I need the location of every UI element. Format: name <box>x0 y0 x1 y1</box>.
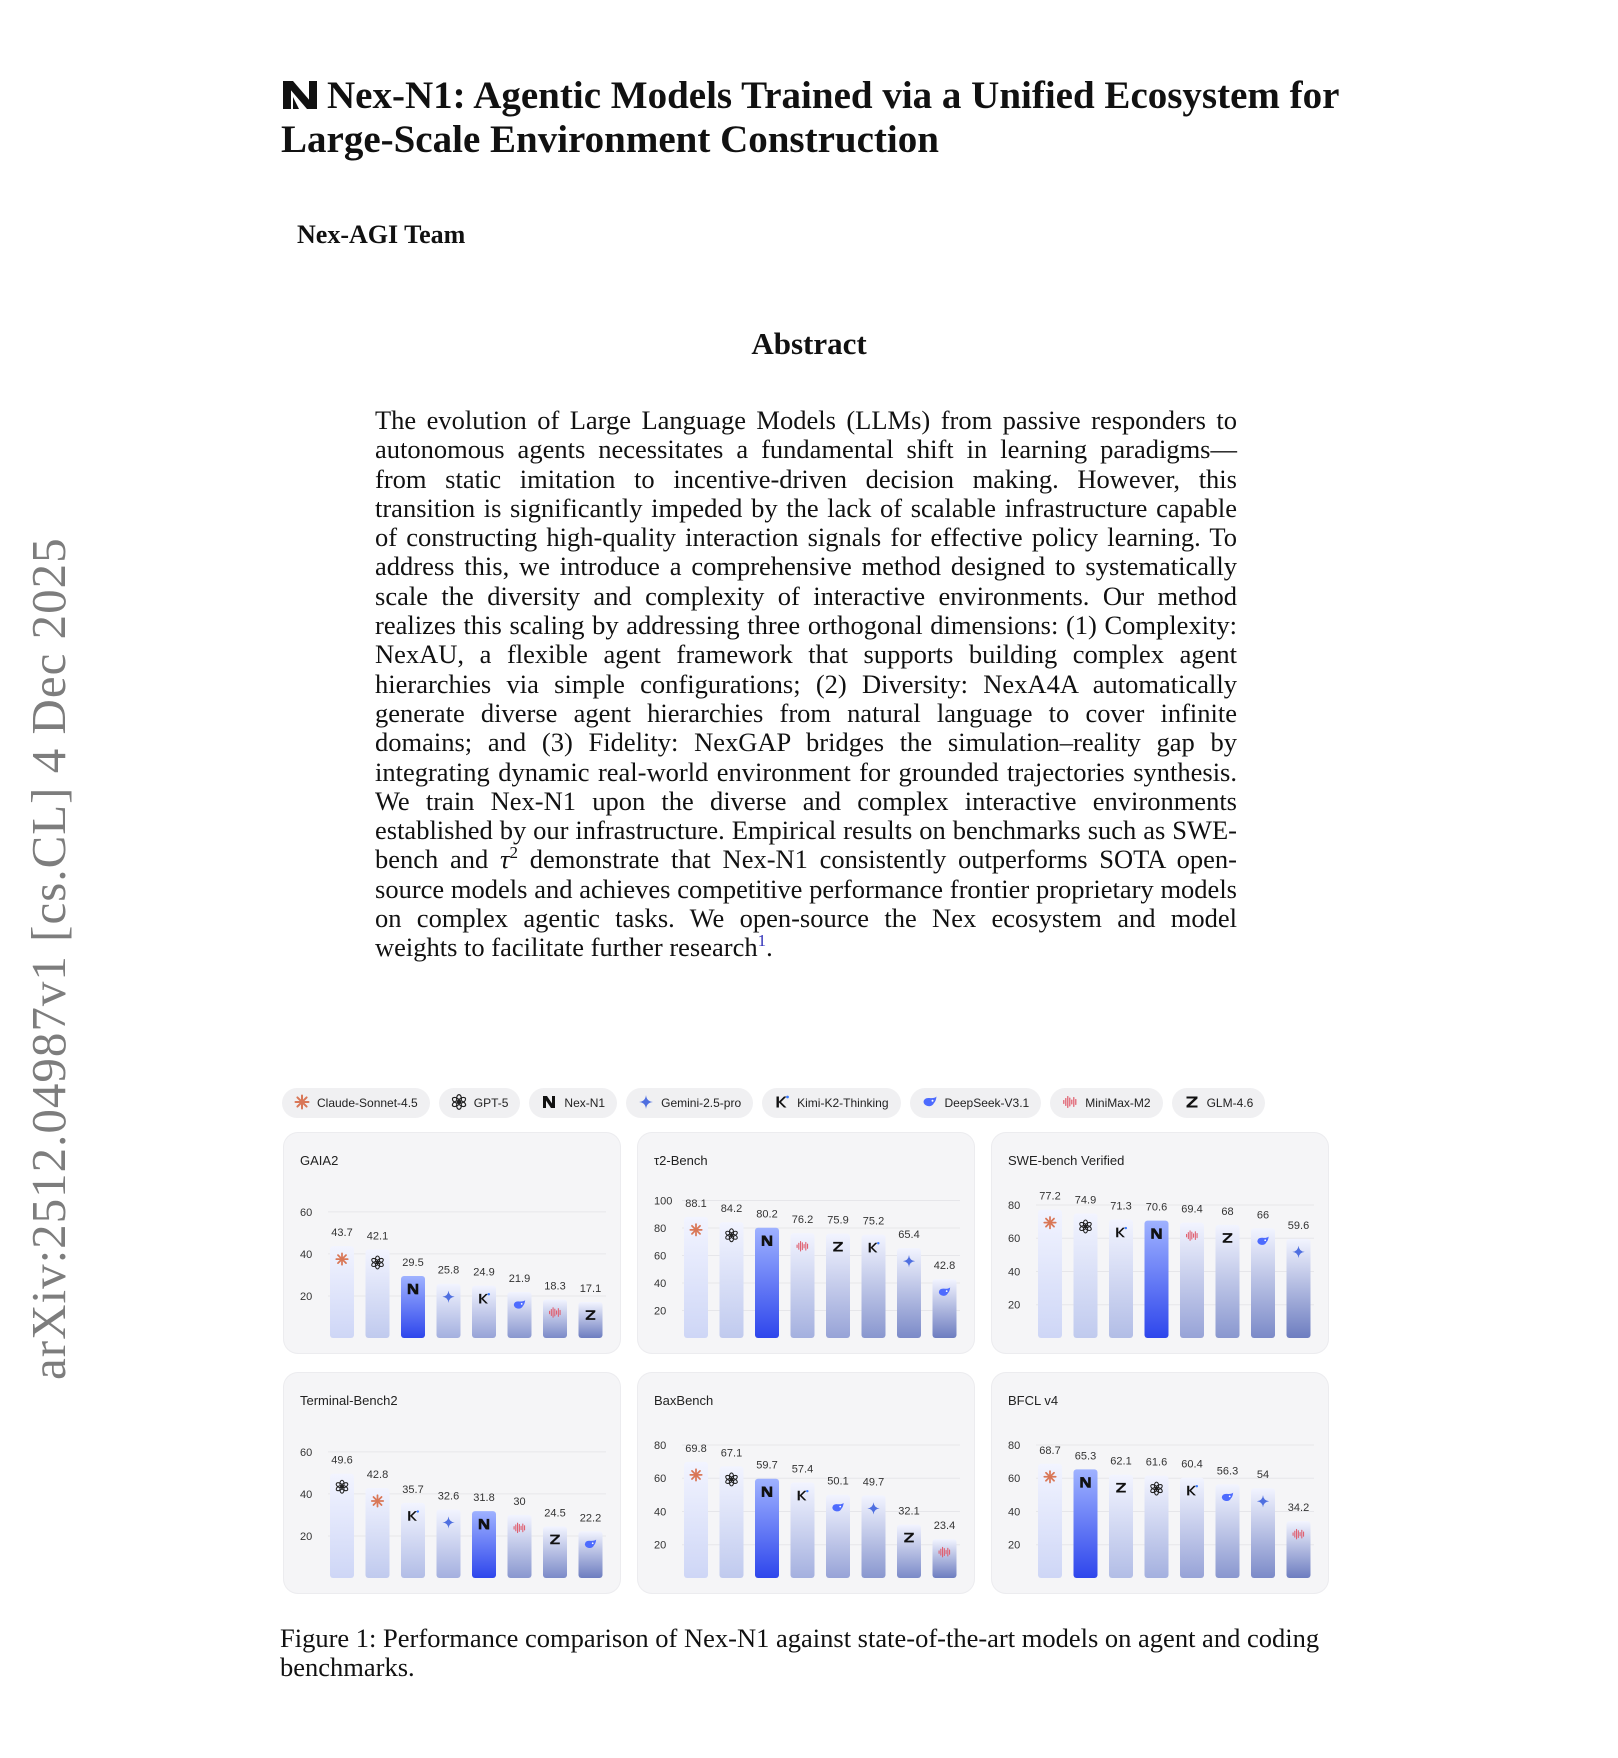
chart-title: GAIA2 <box>300 1153 339 1168</box>
value-label: 32.1 <box>898 1505 920 1518</box>
bar <box>472 1511 496 1578</box>
y-tick-label: 80 <box>1008 1439 1021 1452</box>
bar <box>1074 1213 1098 1338</box>
legend-label: MiniMax-M2 <box>1085 1096 1151 1110</box>
chart-gaia2 <box>284 1133 620 1353</box>
chart-svg <box>638 1133 974 1353</box>
value-label: 23.4 <box>933 1520 956 1533</box>
y-tick-label: 60 <box>1008 1473 1021 1486</box>
y-tick-label: 40 <box>300 1248 313 1261</box>
tau-symbol: τ <box>500 844 510 875</box>
title-text: Nex-N1: Agentic Models Trained via a Unified Ecosystem for Large-Scale Environment Construction <box>281 74 1339 161</box>
value-label: 43.7 <box>331 1227 353 1240</box>
abstract-text: The evolution of Large Language Models (LLMs) from passive responders to autonomous agents necessitates a fundamental shift in learning paradigms—from static imitation to incentive-driven decision making. However, this transition is significantly impeded by the lack of scalable infrastructure capable of constructing high-quality interaction signals for effective policy learning. To address this, we introduce a comprehensive method designed to systematically scale the diversity and complexity of interactive environments. Our method realizes this scaling by addressing three orthogonal dimensions: (1) Complexity: NexAU, a flexible agent framework that supports building complex agent hierarchies via simple configurations; (2) Diversity: NexA4A automatically generate diverse agent hierarchies from natural language to cover infinite domains; and (3) Fidelity: NexGAP bridges the simulation–reality gap by integrating dynamic real-world environment for grounded trajectories synthesis. We train Nex-N1 upon the diverse and complex interactive environments established by our infrastructure. Empirical results on benchmarks such as SWE-bench and <box>375 405 1237 875</box>
bar <box>579 1302 603 1338</box>
value-label: 54 <box>1256 1469 1270 1482</box>
value-label: 24.9 <box>473 1266 495 1279</box>
chart-svg <box>638 1373 974 1593</box>
bar <box>933 1279 957 1338</box>
figure-caption: Figure 1: Performance comparison of Nex-N1 against state-of-the-art models on agent and coding benchmarks. <box>280 1623 1320 1682</box>
value-label: 24.5 <box>544 1507 566 1520</box>
y-tick-label: 60 <box>654 1473 667 1486</box>
value-label: 29.5 <box>402 1256 424 1269</box>
y-tick-label: 20 <box>654 1539 667 1552</box>
value-label: 70.6 <box>1145 1201 1168 1214</box>
legend-item <box>1172 1088 1266 1118</box>
value-label: 49.7 <box>862 1476 885 1489</box>
legend-label: GLM-4.6 <box>1206 1096 1254 1110</box>
value-label: 50.1 <box>827 1475 849 1488</box>
value-label: 31.8 <box>473 1492 495 1505</box>
legend-item <box>529 1088 617 1118</box>
bar <box>472 1286 496 1338</box>
value-label: 22.2 <box>579 1512 602 1525</box>
bar <box>1074 1469 1098 1578</box>
value-label: 42.1 <box>366 1230 389 1243</box>
value-label: 84.2 <box>720 1203 743 1216</box>
y-tick-label: 100 <box>654 1195 673 1208</box>
legend-item <box>910 1088 1042 1118</box>
legend-item <box>762 1088 900 1118</box>
y-tick-label: 40 <box>1008 1506 1021 1519</box>
legend-item <box>282 1088 430 1118</box>
claude-icon <box>1044 1217 1055 1228</box>
value-label: 71.3 <box>1110 1200 1132 1213</box>
y-tick-label: 40 <box>1008 1266 1021 1279</box>
value-label: 49.6 <box>331 1454 353 1467</box>
y-tick-label: 40 <box>654 1278 667 1290</box>
chart-terminal-bench2 <box>284 1373 620 1593</box>
paper-title <box>281 74 1381 162</box>
abstract-end: . <box>766 932 773 963</box>
legend-item <box>1050 1088 1162 1118</box>
value-label: 59.6 <box>1287 1219 1310 1232</box>
value-label: 69.8 <box>685 1442 707 1455</box>
value-label: 68.7 <box>1039 1444 1061 1457</box>
bar <box>897 1525 921 1578</box>
value-label: 60.4 <box>1181 1458 1203 1471</box>
bar <box>1109 1219 1133 1338</box>
abstract-text-after: demonstrate that Nex-N1 consistently outperforms SOTA open-source models and achieves competitive performance frontier proprietary models on complex agentic tasks. We open-source the Nex ecosystem and model weights to facilitate further research <box>375 844 1237 963</box>
bar <box>543 1300 567 1338</box>
gpt-icon <box>451 1094 467 1113</box>
bar <box>755 1228 779 1338</box>
gemini-icon <box>638 1094 654 1113</box>
y-tick-label: 60 <box>1008 1233 1021 1246</box>
chart-svg <box>284 1373 620 1593</box>
abstract-body <box>375 406 1237 963</box>
claude-icon <box>372 1495 383 1506</box>
abstract-heading: Abstract <box>751 326 867 361</box>
bar <box>826 1234 850 1338</box>
bar <box>720 1466 744 1578</box>
y-tick-label: 40 <box>654 1506 667 1519</box>
value-label: 65.3 <box>1074 1450 1097 1463</box>
value-label: 88.1 <box>685 1197 707 1210</box>
bar <box>720 1222 744 1338</box>
chart-svg <box>284 1133 620 1353</box>
legend-item <box>439 1088 521 1118</box>
bar <box>579 1531 603 1578</box>
value-label: 57.4 <box>791 1463 814 1476</box>
claude-icon <box>336 1253 347 1264</box>
y-tick-label: 80 <box>1008 1199 1021 1212</box>
y-tick-label: 20 <box>654 1305 667 1318</box>
bar <box>1287 1521 1311 1578</box>
value-label: 80.2 <box>756 1208 778 1221</box>
bar <box>543 1526 567 1578</box>
value-label: 34.2 <box>1287 1502 1310 1515</box>
legend-label: DeepSeek-V3.1 <box>944 1096 1030 1110</box>
y-tick-label: 20 <box>300 1290 313 1303</box>
chart-title: SWE-bench Verified <box>1008 1153 1125 1168</box>
value-label: 75.2 <box>862 1215 885 1228</box>
y-tick-label: 80 <box>654 1223 667 1235</box>
chart-title: BaxBench <box>654 1393 714 1408</box>
figure-legend <box>282 1088 1265 1118</box>
minimax-icon <box>1062 1094 1078 1113</box>
y-tick-label: 60 <box>654 1250 667 1263</box>
value-label: 32.6 <box>437 1490 460 1503</box>
arxiv-stamp: arXiv:2512.04987v1 [cs.CL] 4 Dec 2025 <box>21 537 76 1380</box>
value-label: 17.1 <box>579 1283 602 1296</box>
legend-label: Claude-Sonnet-4.5 <box>317 1096 418 1110</box>
legend-item <box>626 1088 753 1118</box>
claude-icon <box>690 1224 701 1235</box>
chart-bfcl-v4 <box>992 1373 1328 1593</box>
tau-exponent: 2 <box>509 843 519 863</box>
chart-title: τ2-Bench <box>654 1153 708 1168</box>
chart-title: BFCL v4 <box>1008 1393 1059 1408</box>
deepseek-icon <box>922 1094 938 1113</box>
author: Nex-AGI Team <box>297 220 466 249</box>
y-tick-label: 20 <box>1008 1539 1021 1552</box>
value-label: 25.8 <box>437 1264 460 1277</box>
value-label: 42.8 <box>366 1468 389 1481</box>
value-label: 65.4 <box>898 1229 920 1242</box>
claude-icon <box>294 1094 310 1113</box>
value-label: 59.7 <box>756 1459 778 1472</box>
y-tick-label: 40 <box>300 1488 313 1501</box>
chart-baxbench <box>638 1373 974 1593</box>
chart-title: Terminal-Bench2 <box>300 1393 398 1408</box>
bar <box>1180 1223 1204 1338</box>
claude-icon <box>1044 1471 1055 1482</box>
value-label: 30 <box>513 1495 526 1508</box>
value-label: 67.1 <box>720 1447 743 1460</box>
y-tick-label: 20 <box>300 1530 313 1543</box>
glm-icon <box>1184 1094 1200 1113</box>
chart-svg <box>992 1373 1328 1593</box>
value-label: 68 <box>1221 1205 1234 1218</box>
chart-tau2-bench <box>638 1133 974 1353</box>
kimi-icon <box>774 1094 790 1113</box>
value-label: 69.4 <box>1181 1203 1203 1216</box>
legend-label: Nex-N1 <box>564 1096 606 1110</box>
y-tick-label: 60 <box>300 1206 313 1219</box>
value-label: 76.2 <box>791 1214 814 1227</box>
value-label: 35.7 <box>402 1483 424 1496</box>
value-label: 42.8 <box>933 1260 956 1273</box>
chart-swe-bench-verified <box>992 1133 1328 1353</box>
value-label: 66 <box>1256 1209 1270 1222</box>
nex-logo-icon <box>281 79 319 111</box>
y-tick-label: 80 <box>654 1439 667 1452</box>
bar <box>508 1292 532 1338</box>
y-tick-label: 20 <box>1008 1299 1021 1312</box>
value-label: 74.9 <box>1074 1194 1097 1207</box>
bar <box>1109 1475 1133 1578</box>
value-label: 75.9 <box>827 1214 849 1227</box>
value-label: 61.6 <box>1145 1456 1168 1469</box>
legend-label: Gemini-2.5-pro <box>661 1096 742 1110</box>
legend-label: Kimi-K2-Thinking <box>797 1096 889 1110</box>
bar <box>401 1276 425 1338</box>
legend-label: GPT-5 <box>473 1096 509 1110</box>
value-label: 18.3 <box>544 1280 566 1293</box>
value-label: 77.2 <box>1039 1190 1061 1203</box>
value-label: 21.9 <box>508 1272 531 1285</box>
value-label: 62.1 <box>1110 1455 1132 1468</box>
bar <box>1145 1221 1169 1338</box>
footnote-link[interactable]: 1 <box>757 931 767 951</box>
value-label: 56.3 <box>1216 1465 1239 1478</box>
bar <box>933 1539 957 1578</box>
chart-svg <box>992 1133 1328 1353</box>
y-tick-label: 60 <box>300 1446 313 1459</box>
nex-icon <box>541 1094 557 1113</box>
claude-icon <box>690 1469 701 1480</box>
